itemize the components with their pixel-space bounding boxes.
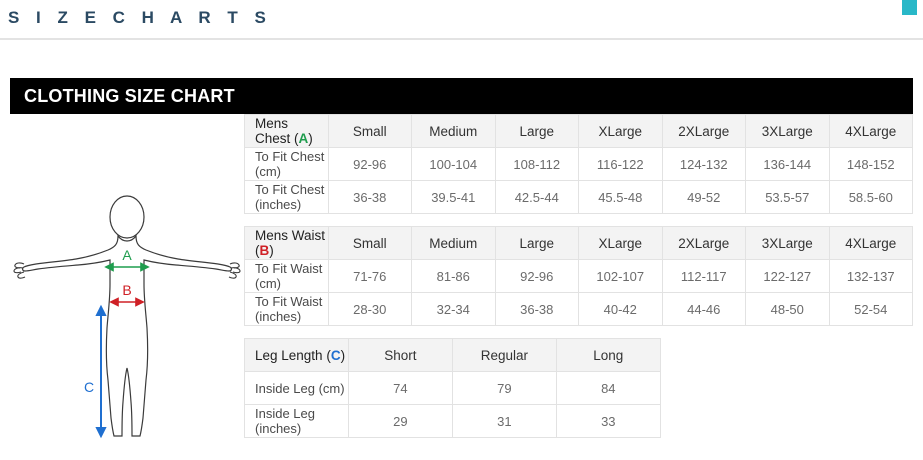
table-header-row (245, 227, 913, 260)
leg-in-long: 33 (556, 405, 660, 438)
chest-in-xlarge: 45.5-48 (579, 181, 663, 214)
chest-col-3xlarge: 3XLarge (746, 115, 830, 148)
waist-in-label: To Fit Waist (inches) (245, 293, 329, 326)
chest-header-text: Mens Chest ( (255, 116, 299, 146)
leg-header-label (245, 339, 349, 372)
chest-in-small: 36-38 (328, 181, 412, 214)
figure-label-b: B (122, 282, 132, 298)
leg-cm-short: 74 (348, 372, 452, 405)
leg-in-regular: 31 (452, 405, 556, 438)
chest-col-small: Small (328, 115, 412, 148)
chest-col-4xlarge: 4XLarge (829, 115, 913, 148)
waist-marker: B (259, 243, 270, 258)
waist-in-medium: 32-34 (412, 293, 496, 326)
size-tables (244, 114, 913, 438)
chest-header-suffix: ) (308, 131, 313, 146)
chart-body (10, 114, 913, 444)
chest-in-medium: 39.5-41 (412, 181, 496, 214)
waist-cm-4xlarge: 132-137 (829, 260, 913, 293)
chest-header-label (245, 115, 329, 148)
chest-cm-xlarge: 116-122 (579, 148, 663, 181)
waist-in-2xlarge: 44-46 (662, 293, 746, 326)
waist-col-small: Small (328, 227, 412, 260)
table-row (245, 372, 661, 405)
chest-in-4xlarge: 58.5-60 (829, 181, 913, 214)
chest-marker: A (298, 131, 309, 146)
waist-in-3xlarge: 48-50 (746, 293, 830, 326)
chest-cm-3xlarge: 136-144 (746, 148, 830, 181)
leg-table-wrapper (244, 338, 661, 438)
waist-cm-small: 71-76 (328, 260, 412, 293)
waist-cm-xlarge: 102-107 (579, 260, 663, 293)
chest-cm-medium: 100-104 (412, 148, 496, 181)
leg-col-regular: Regular (452, 339, 556, 372)
table-row (245, 405, 661, 438)
waist-in-4xlarge: 52-54 (829, 293, 913, 326)
figure-label-a: A (122, 247, 132, 263)
chest-col-large: Large (495, 115, 579, 148)
waist-header-text: Mens Waist ( (255, 228, 326, 258)
waist-size-table (244, 226, 913, 326)
waist-in-large: 36-38 (495, 293, 579, 326)
leg-header-suffix: ) (340, 347, 346, 363)
chest-cm-label: To Fit Chest (cm) (245, 148, 329, 181)
leg-in-short: 29 (348, 405, 452, 438)
table-row (245, 181, 913, 214)
leg-size-table (244, 338, 661, 438)
waist-col-xlarge: XLarge (579, 227, 663, 260)
leg-cm-regular: 79 (452, 372, 556, 405)
heading-divider (0, 38, 923, 40)
table-header-row (245, 115, 913, 148)
chart-title: CLOTHING SIZE CHART (10, 78, 913, 114)
leg-in-label: Inside Leg (inches) (245, 405, 349, 438)
page-title: S I Z E C H A R T S (8, 8, 272, 27)
chest-in-2xlarge: 49-52 (662, 181, 746, 214)
table-row (245, 293, 913, 326)
waist-col-4xlarge: 4XLarge (829, 227, 913, 260)
leg-cm-long: 84 (556, 372, 660, 405)
leg-col-long: Long (556, 339, 660, 372)
table-row (245, 148, 913, 181)
leg-col-short: Short (348, 339, 452, 372)
leg-header-text: Leg Length ( (255, 347, 331, 363)
table-spacer (244, 326, 913, 338)
chest-in-label: To Fit Chest (inches) (245, 181, 329, 214)
table-spacer (244, 214, 913, 226)
waist-cm-2xlarge: 112-117 (662, 260, 746, 293)
waist-header-label (245, 227, 329, 260)
chest-cm-4xlarge: 148-152 (829, 148, 913, 181)
waist-cm-label: To Fit Waist (cm) (245, 260, 329, 293)
chest-in-large: 42.5-44 (495, 181, 579, 214)
figure-label-c: C (83, 379, 95, 395)
waist-cm-medium: 81-86 (412, 260, 496, 293)
waist-in-small: 28-30 (328, 293, 412, 326)
chest-cm-small: 92-96 (328, 148, 412, 181)
chest-cm-2xlarge: 124-132 (662, 148, 746, 181)
table-row (245, 260, 913, 293)
waist-cm-3xlarge: 122-127 (746, 260, 830, 293)
clothing-size-chart-panel (10, 78, 913, 444)
waist-cm-large: 92-96 (495, 260, 579, 293)
chest-col-medium: Medium (412, 115, 496, 148)
chest-col-xlarge: XLarge (579, 115, 663, 148)
chest-col-2xlarge: 2XLarge (662, 115, 746, 148)
waist-col-2xlarge: 2XLarge (662, 227, 746, 260)
waist-col-medium: Medium (412, 227, 496, 260)
waist-header-suffix: ) (269, 243, 274, 258)
chest-in-3xlarge: 53.5-57 (746, 181, 830, 214)
chest-cm-large: 108-112 (495, 148, 579, 181)
body-figure (10, 114, 244, 444)
waist-col-large: Large (495, 227, 579, 260)
leg-cm-label: Inside Leg (cm) (245, 372, 349, 405)
waist-col-3xlarge: 3XLarge (746, 227, 830, 260)
leg-marker: C (330, 347, 341, 363)
table-header-row (245, 339, 661, 372)
body-figure-svg (10, 114, 244, 444)
chest-size-table (244, 114, 913, 214)
accent-square (902, 0, 917, 15)
waist-in-xlarge: 40-42 (579, 293, 663, 326)
